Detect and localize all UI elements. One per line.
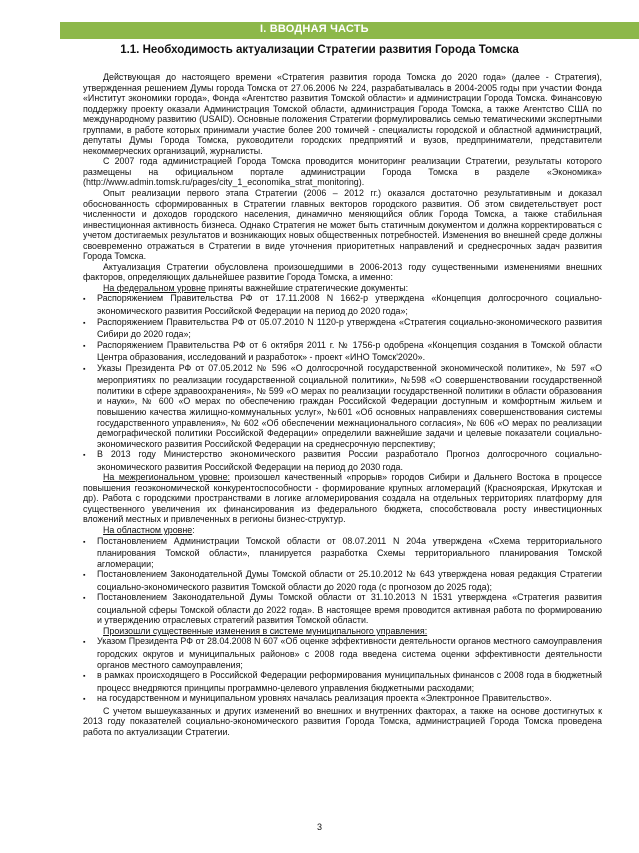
list-item: ▪ Распоряжением Правительства РФ от 17.11.2008 N 1662-р утверждена «Концепция долгосрочного социально-экономического развития Российской Федерации на период до 2020 года»;: [83, 293, 602, 316]
list-item: ▪ Постановлением Администрации Томской области от 08.07.2011 N 204а утверждена «Схема территориального планирования Томской области», планируется разработка Схемы территориального планирования Томской агломерации;: [83, 536, 602, 570]
list-item: ▪ Распоряжением Правительства РФ от 6 октября 2011 г. № 1756-р одобрена «Концепция создания в Томской области Центра образования, исследований и разработок» - проект «ИНО Томск'2020».: [83, 340, 602, 363]
interregional-level-text: произошел качественный «прорыв» городов Сибири и Дальнего Востока в процессе повышения геоэкономической конкурентоспособности - формирование крупных агломераций (Красноярская, Иркутская и др). Работа с городскими пространствами в логике агломерирования создала на отдельных территориях платформу для существенного увеличения их финансирования из федерального бюджета, способствовала росту инвестиционных вложений местных и привлеченных в регионы бизнес-структур.: [83, 472, 602, 525]
list-item: ▪ Распоряжением Правительства РФ от 05.07.2010 N 1120-р утверждена «Стратегия социально-экономического развития Сибири до 2020 года»;: [83, 317, 602, 340]
regional-level-intro: [83, 525, 602, 536]
paragraph: Действующая до настоящего времени «Стратегия развития города Томска до 2020 года» (далее - Стратегия), утвержденная решением Думы города Томска от 27.06.2006 № 224, разрабатывалась в 2004-2005 годы при участии Фонда «Институт экономики города», Фонда «Агентство развития Томской области» и администрации Города Томска. Финансовую поддержку проекту оказали Администрация Томской области, администрация Города Томска, а также Агентство США по международному развитию (USAID). Основные положения Стратегии формулировались семью тематическими экспертными группами, в работе которых принимали участие более 200 томичей - специалисты городской и областной администраций, депутаты Думы Города Томска, руководители городских предприятий и вузов, предприниматели, представители некоммерческих организаций, журналисты.: [83, 72, 602, 156]
municipal-level-label: Произошли существенные изменения в системе муниципального управления:: [103, 625, 428, 636]
interregional-level-paragraph: [83, 472, 602, 525]
list-item: ▪ Указы Президента РФ от 07.05.2012 № 596 «О долгосрочной государственной экономической политике», № 597 «О мероприятиях по реализации государственной социальной политики», №598 «О совершенствовании государственной политики в сфере здравоохранения», № 599 «О мерах по реализации государственной политики в области образования и науки», № 600 «О мерах по обеспечению граждан Российской Федерации доступным и комфортным жильем и повышению качества жилищно-коммунальных услуг», №601 «Об основных направлениях совершенствования системы государственного управления», № 602 «Об обеспечении межнационального согласия», № 606 «О мерах по реализации демографической политики Российской Федерации» определили важнейшие задачи и целевые показатели социально-экономического развития Российской Федерации на среднесрочную перспективу;: [83, 363, 602, 449]
list-item: ▪ в рамках происходящего в Российской Федерации реформирования муниципальных финансов с 2008 года в бюджетный процесс внедряются принципы программно-целевого управления бюджетными расходами;: [83, 670, 602, 693]
federal-level-intro: [83, 283, 602, 294]
federal-level-label: На федеральном уровне: [103, 282, 206, 293]
federal-level-text: приняты важнейшие стратегические документы:: [205, 282, 409, 293]
document-body: [83, 72, 602, 737]
municipal-level-intro: [83, 626, 602, 637]
page-number: 3: [316, 822, 322, 832]
list-item: ▪ Постановлением Законодательной Думы Томской области от 25.10.2012 № 643 утверждена новая редакция Стратегии социально-экономического развития Томской области до 2020 года (с прогнозом до 2025 года);: [83, 569, 602, 592]
list-item: ▪ на государственном и муниципальном уровнях началась реализация проекта «Электронное Правительство».: [83, 693, 602, 706]
regional-level-label: На областном уровне: [103, 524, 193, 535]
list-item: ▪ Постановлением Законодательной Думы Томской области от 31.10.2013 N 1531 утверждена «Стратегия развития социальной сферы Томской области до 2022 года». В настоящее время проводится активная работа по формированию и утверждению отраслевых стратегий развития Томской области.: [83, 592, 602, 626]
interregional-level-label: На межрегиональном уровне:: [103, 472, 230, 483]
paragraph: С 2007 года администрацией Города Томска проводится мониторинг реализации Стратегии, результаты которого размещены на официальном портале администрации Города Томска в разделе «Экономика» (http://www.admin.tomsk.ru/pages/city_1_economika_strat_monitoring).: [83, 156, 602, 188]
page-heading: 1.1. Необходимость актуализации Стратегии развития Города Томска: [120, 44, 519, 56]
list-item: ▪ Указом Президента РФ от 28.04.2008 N 607 «Об оценке эффективности деятельности органов местного самоуправления городских округов и муниципальных районов» с 2008 года введена система оценки эффективности деятельности органов местного самоуправления;: [83, 636, 602, 670]
list-item: ▪ В 2013 году Министерство экономического развития России разработало Прогноз долгосрочного социально-экономического развития Российской Федерации на период до 2030 года.: [83, 449, 602, 472]
paragraph: Актуализация Стратегии обусловлена произошедшими в 2006-2013 году существенными изменениями внешних факторов, определяющих дальнейшее развитие Города Томска, а именно:: [83, 261, 602, 283]
regional-level-text: :: [192, 524, 195, 535]
paragraph: С учетом вышеуказанных и других изменений во внешних и внутренних факторах, а также на основе достигнутых к 2013 году показателей социально-экономического развития Города Томска, администрацией Города Томска проведена работа по актуализации Стратегии.: [83, 705, 602, 737]
paragraph: Опыт реализации первого этапа Стратегии (2006 – 2012 гг.) оказался достаточно результативным и доказал обоснованность сформированных в Стратегии главных векторов городского развития. Об этом свидетельствует рост численности и доходов городского населения, динамично меняющийся облик Города Томска, а также стабильная инвестиционная активность бизнеса. Однако Стратегия не может быть статичным документом и должна корректироваться с учетом достигаемых результатов и возникающих новых общественных потребностей. Изменения во внешней среде должны своевременно отражаться в Стратегии в виде уточнения приоритетных направлений и среднесрочных задач развития Города Томска.: [83, 188, 602, 262]
section-title: I. ВВОДНАЯ ЧАСТЬ: [260, 23, 369, 35]
